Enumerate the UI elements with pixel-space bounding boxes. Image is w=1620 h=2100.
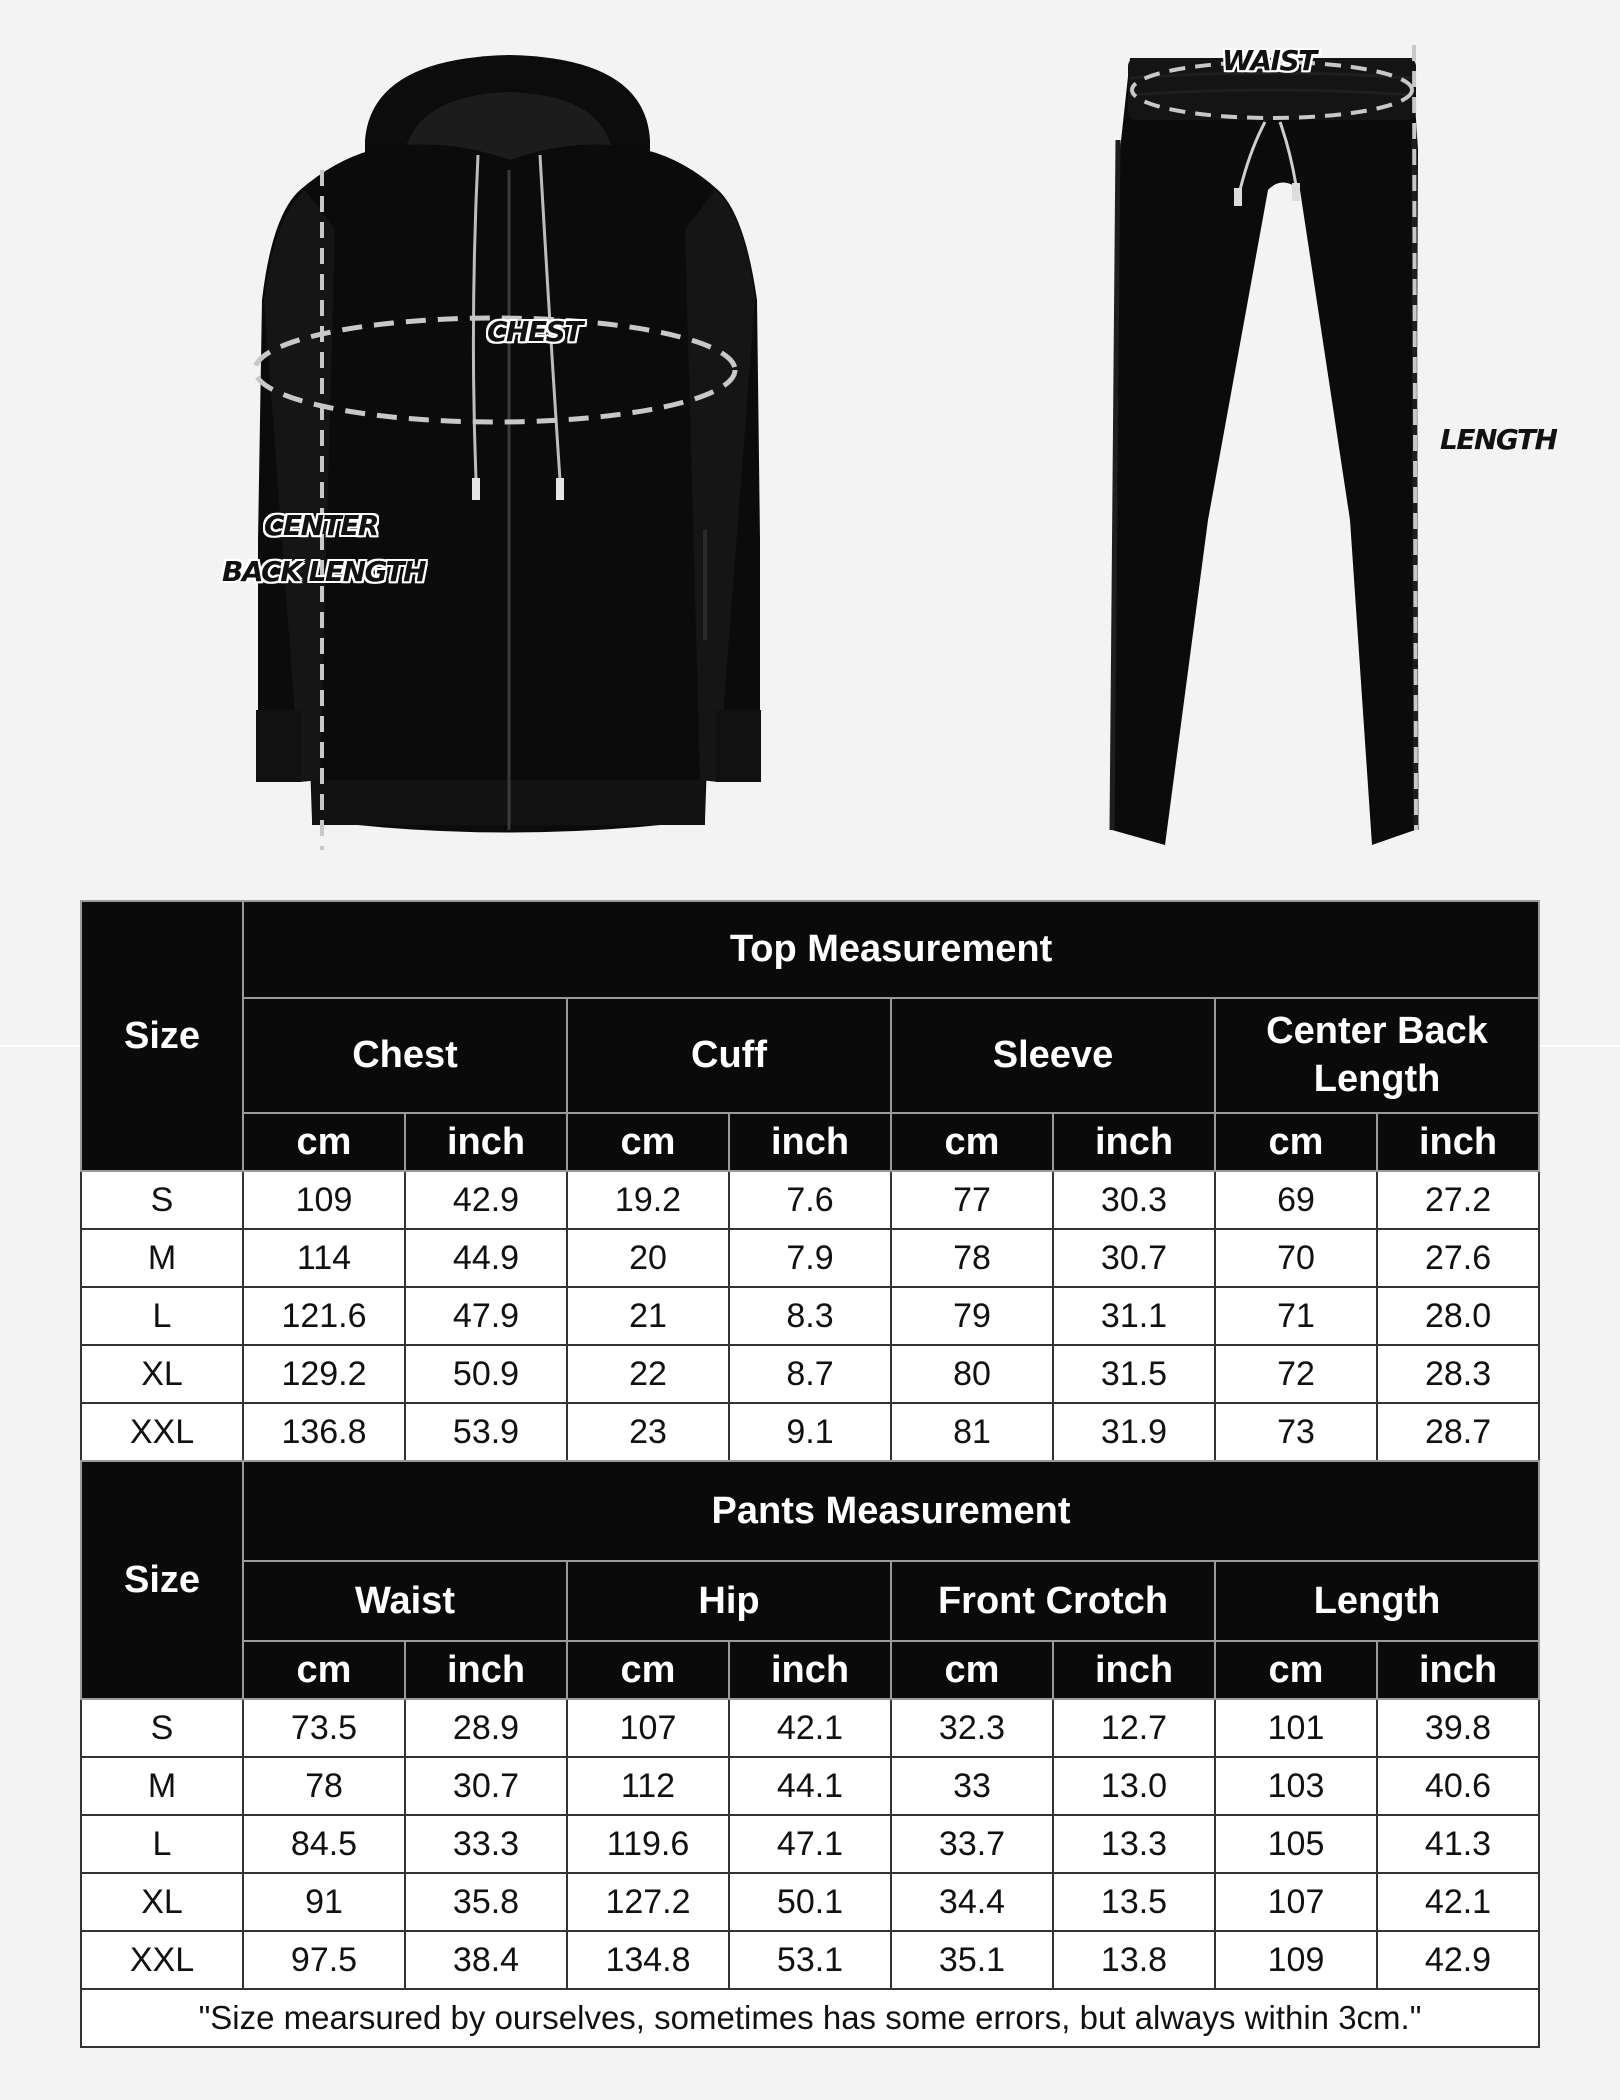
table-row [81,1931,1539,1989]
group-header: Hip [567,1561,891,1641]
value-cell: 73.5 [243,1699,405,1757]
group-header: Front Crotch [891,1561,1215,1641]
value-cell: 103 [1215,1757,1377,1815]
value-cell: 35.1 [891,1931,1053,1989]
waist-label: WAIST [1222,44,1316,77]
chest-label: CHEST [487,315,582,348]
size-header: Size [81,901,243,1171]
table-row [81,1345,1539,1403]
value-cell: 42.1 [1377,1873,1539,1931]
size-cell: S [81,1171,243,1229]
value-cell: 32.3 [891,1699,1053,1757]
size-cell: M [81,1229,243,1287]
value-cell: 80 [891,1345,1053,1403]
value-cell: 40.6 [1377,1757,1539,1815]
value-cell: 112 [567,1757,729,1815]
value-cell: 107 [1215,1873,1377,1931]
value-cell: 91 [243,1873,405,1931]
value-cell: 22 [567,1345,729,1403]
value-cell: 70 [1215,1229,1377,1287]
value-cell: 119.6 [567,1815,729,1873]
value-cell: 13.8 [1053,1931,1215,1989]
value-cell: 30.3 [1053,1171,1215,1229]
value-cell: 69 [1215,1171,1377,1229]
value-cell: 44.1 [729,1757,891,1815]
right-cuff [716,710,761,782]
table-row [81,1171,1539,1229]
size-cell: L [81,1815,243,1873]
table-row [81,1757,1539,1815]
value-cell: 42.9 [405,1171,567,1229]
group-header: Cuff [567,998,891,1113]
value-cell: 28.3 [1377,1345,1539,1403]
value-cell: 13.3 [1053,1815,1215,1873]
divider-left [0,1045,80,1047]
value-cell: 28.0 [1377,1287,1539,1345]
value-cell: 34.4 [891,1873,1053,1931]
value-cell: 39.8 [1377,1699,1539,1757]
size-cell: S [81,1699,243,1757]
unit-header: inch [1053,1113,1215,1171]
size-cell: XL [81,1873,243,1931]
unit-header: inch [405,1113,567,1171]
value-cell: 73 [1215,1403,1377,1461]
pants-body [1112,58,1418,845]
value-cell: 27.2 [1377,1171,1539,1229]
value-cell: 38.4 [405,1931,567,1989]
unit-header: inch [1053,1641,1215,1699]
value-cell: 42.1 [729,1699,891,1757]
table-row [81,1815,1539,1873]
value-cell: 109 [1215,1931,1377,1989]
value-cell: 33.3 [405,1815,567,1873]
value-cell: 21 [567,1287,729,1345]
table-row [81,1403,1539,1461]
table-row [81,1229,1539,1287]
unit-header: cm [567,1113,729,1171]
value-cell: 107 [567,1699,729,1757]
value-cell: 44.9 [405,1229,567,1287]
value-cell: 33 [891,1757,1053,1815]
value-cell: 114 [243,1229,405,1287]
value-cell: 23 [567,1403,729,1461]
value-cell: 7.6 [729,1171,891,1229]
value-cell: 105 [1215,1815,1377,1873]
value-cell: 81 [891,1403,1053,1461]
unit-header: cm [1215,1113,1377,1171]
left-cuff [256,710,301,782]
center-back-label-line2: BACK LENGTH [222,555,426,588]
table-row [81,1873,1539,1931]
size-cell: XXL [81,1403,243,1461]
table-row [81,1287,1539,1345]
value-cell: 9.1 [729,1403,891,1461]
unit-header: inch [729,1641,891,1699]
value-cell: 41.3 [1377,1815,1539,1873]
value-cell: 53.9 [405,1403,567,1461]
unit-header: inch [405,1641,567,1699]
measurement-note: "Size mearsured by ourselves, sometimes has some errors, but always within 3cm." [81,1989,1539,2047]
value-cell: 47.1 [729,1815,891,1873]
size-cell: M [81,1757,243,1815]
value-cell: 19.2 [567,1171,729,1229]
value-cell: 31.1 [1053,1287,1215,1345]
value-cell: 33.7 [891,1815,1053,1873]
size-header: Size [81,1461,243,1699]
garment-illustration [0,0,1620,880]
unit-header: cm [891,1641,1053,1699]
group-header: Waist [243,1561,567,1641]
value-cell: 72 [1215,1345,1377,1403]
value-cell: 127.2 [567,1873,729,1931]
length-label: LENGTH [1440,423,1557,456]
value-cell: 109 [243,1171,405,1229]
value-cell: 101 [1215,1699,1377,1757]
center-back-label-line1: CENTER [264,509,378,542]
value-cell: 121.6 [243,1287,405,1345]
value-cell: 50.9 [405,1345,567,1403]
unit-header: inch [1377,1113,1539,1171]
hoodie-image [255,55,761,850]
unit-header: cm [567,1641,729,1699]
pants-image [1112,45,1418,845]
value-cell: 42.9 [1377,1931,1539,1989]
value-cell: 129.2 [243,1345,405,1403]
value-cell: 7.9 [729,1229,891,1287]
value-cell: 78 [891,1229,1053,1287]
value-cell: 47.9 [405,1287,567,1345]
value-cell: 31.9 [1053,1403,1215,1461]
size-cell: XXL [81,1931,243,1989]
value-cell: 13.0 [1053,1757,1215,1815]
group-header: Sleeve [891,998,1215,1113]
top-measurement-table [80,900,1540,1462]
value-cell: 8.7 [729,1345,891,1403]
value-cell: 53.1 [729,1931,891,1989]
value-cell: 50.1 [729,1873,891,1931]
value-cell: 77 [891,1171,1053,1229]
value-cell: 134.8 [567,1931,729,1989]
value-cell: 28.9 [405,1699,567,1757]
value-cell: 84.5 [243,1815,405,1873]
top-title: Top Measurement [243,901,1539,998]
table-row [81,1699,1539,1757]
value-cell: 136.8 [243,1403,405,1461]
unit-header: cm [1215,1641,1377,1699]
unit-header: cm [891,1113,1053,1171]
value-cell: 20 [567,1229,729,1287]
value-cell: 97.5 [243,1931,405,1989]
value-cell: 71 [1215,1287,1377,1345]
value-cell: 13.5 [1053,1873,1215,1931]
value-cell: 35.8 [405,1873,567,1931]
pants-title: Pants Measurement [243,1461,1539,1561]
value-cell: 30.7 [405,1757,567,1815]
group-header: Center Back Length [1215,998,1539,1113]
unit-header: cm [243,1113,405,1171]
value-cell: 79 [891,1287,1053,1345]
value-cell: 12.7 [1053,1699,1215,1757]
size-cell: XL [81,1345,243,1403]
group-header: Chest [243,998,567,1113]
value-cell: 78 [243,1757,405,1815]
unit-header: inch [1377,1641,1539,1699]
pants-measurement-table [80,1460,1540,2048]
value-cell: 28.7 [1377,1403,1539,1461]
value-cell: 31.5 [1053,1345,1215,1403]
divider-right [1538,1045,1620,1047]
value-cell: 8.3 [729,1287,891,1345]
value-cell: 27.6 [1377,1229,1539,1287]
size-cell: L [81,1287,243,1345]
group-header: Length [1215,1561,1539,1641]
unit-header: inch [729,1113,891,1171]
value-cell: 30.7 [1053,1229,1215,1287]
unit-header: cm [243,1641,405,1699]
